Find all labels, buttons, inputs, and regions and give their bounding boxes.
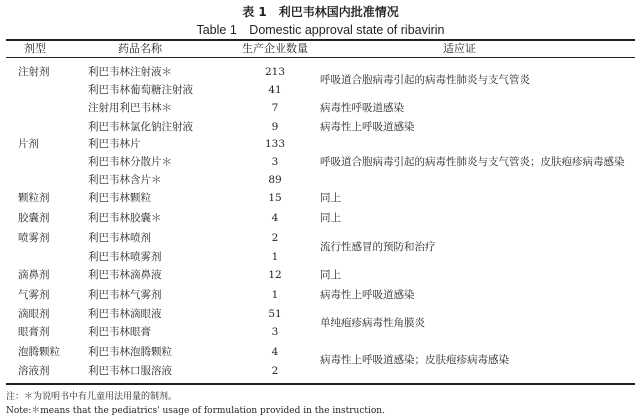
drug-name: 利巴韦林颗粒: [88, 192, 151, 204]
indication: 同上: [320, 269, 341, 281]
header-rule: [6, 57, 635, 58]
drug-name: 利巴韦林喷雾剂: [88, 251, 162, 263]
dosage-form-aerosol: 气雾剂: [18, 289, 50, 301]
header-dosage-form: 剂型: [24, 42, 46, 55]
dosage-form-eye-drops: 滴眼剂: [18, 308, 50, 320]
manufacturer-count: 9: [271, 121, 279, 133]
manufacturer-count: 1: [271, 289, 279, 301]
footnote-en: Note:＊means that the pediatrics' usage of formulation provided in the instruction.: [6, 406, 385, 416]
drug-name: 利巴韦林氯化钠注射液: [88, 121, 193, 133]
drug-name: 利巴韦林葡萄糖注射液: [88, 84, 193, 96]
manufacturer-count: 2: [271, 232, 279, 244]
indication: 单纯疱疹病毒性角膜炎: [320, 317, 425, 329]
manufacturer-count: 89: [268, 174, 282, 186]
indication: 呼吸道合胞病毒引起的病毒性肺炎与支气管炎: [320, 74, 530, 86]
manufacturer-count: 1: [271, 251, 279, 263]
header-manufacturer-count: 生产企业数量: [242, 42, 308, 55]
manufacturer-count: 15: [268, 192, 282, 204]
indication: 呼吸道合胞病毒引起的病毒性肺炎与支气管炎；皮肤疱疹病毒感染: [320, 156, 625, 168]
dosage-form-capsule: 胶囊剂: [18, 212, 50, 224]
manufacturer-count: 133: [264, 138, 286, 150]
indication: 病毒性上呼吸道感染: [320, 121, 415, 133]
drug-name: 利巴韦林滴鼻液: [88, 269, 162, 281]
dosage-form-effervescent-granule: 泡腾颗粒: [18, 346, 60, 358]
dosage-form-spray: 喷雾剂: [18, 232, 50, 244]
drug-name: 利巴韦林口服溶液: [88, 365, 172, 377]
manufacturer-count: 7: [271, 102, 279, 114]
header-drug-name: 药品名称: [118, 42, 162, 55]
indication: 病毒性上呼吸道感染: [320, 289, 415, 301]
manufacturer-count: 3: [271, 156, 279, 168]
dosage-form-eye-ointment: 眼膏剂: [18, 326, 50, 338]
table-bottom-rule: [6, 383, 635, 385]
dosage-form-solution: 溶液剂: [18, 365, 50, 377]
indication: 同上: [320, 192, 341, 204]
manufacturer-count: 2: [271, 365, 279, 377]
table-caption-cn: 表 1 利巴韦林国内批准情况: [242, 5, 399, 19]
drug-name: 利巴韦林注射液＊: [88, 66, 172, 78]
table-caption-en: Table 1 Domestic approval state of ribavirin: [196, 23, 445, 37]
drug-name: 利巴韦林泡腾颗粒: [88, 346, 172, 358]
manufacturer-count: 41: [268, 84, 282, 96]
drug-name: 利巴韦林喷剂: [88, 232, 151, 244]
drug-name: 利巴韦林眼膏: [88, 326, 151, 338]
indication: 病毒性上呼吸道感染；皮肤疱疹病毒感染: [320, 354, 509, 366]
dosage-form-injection: 注射剂: [18, 66, 50, 78]
manufacturer-count: 3: [271, 326, 279, 338]
footnote-cn: 注：＊为说明书中有儿童用法用量的制剂。: [6, 392, 178, 402]
indication: 病毒性呼吸道感染: [320, 102, 404, 114]
drug-name: 利巴韦林含片＊: [88, 174, 162, 186]
manufacturer-count: 51: [268, 308, 282, 320]
header-indication: 适应证: [443, 42, 476, 55]
indication: 同上: [320, 212, 341, 224]
drug-name: 利巴韦林胶囊＊: [88, 212, 162, 224]
manufacturer-count: 4: [271, 346, 279, 358]
dosage-form-tablet: 片剂: [18, 138, 39, 150]
manufacturer-count: 12: [268, 269, 282, 281]
drug-name: 利巴韦林滴眼液: [88, 308, 162, 320]
drug-name: 利巴韦林片: [88, 138, 141, 150]
manufacturer-count: 4: [271, 212, 279, 224]
drug-name: 利巴韦林分散片＊: [88, 156, 172, 168]
dosage-form-nasal-drops: 滴鼻剂: [18, 269, 50, 281]
indication: 流行性感冒的预防和治疗: [320, 241, 436, 253]
dosage-form-granule: 颗粒剂: [18, 192, 50, 204]
drug-name: 注射用利巴韦林＊: [88, 102, 172, 114]
drug-name: 利巴韦林气雾剂: [88, 289, 162, 301]
manufacturer-count: 213: [264, 66, 286, 78]
